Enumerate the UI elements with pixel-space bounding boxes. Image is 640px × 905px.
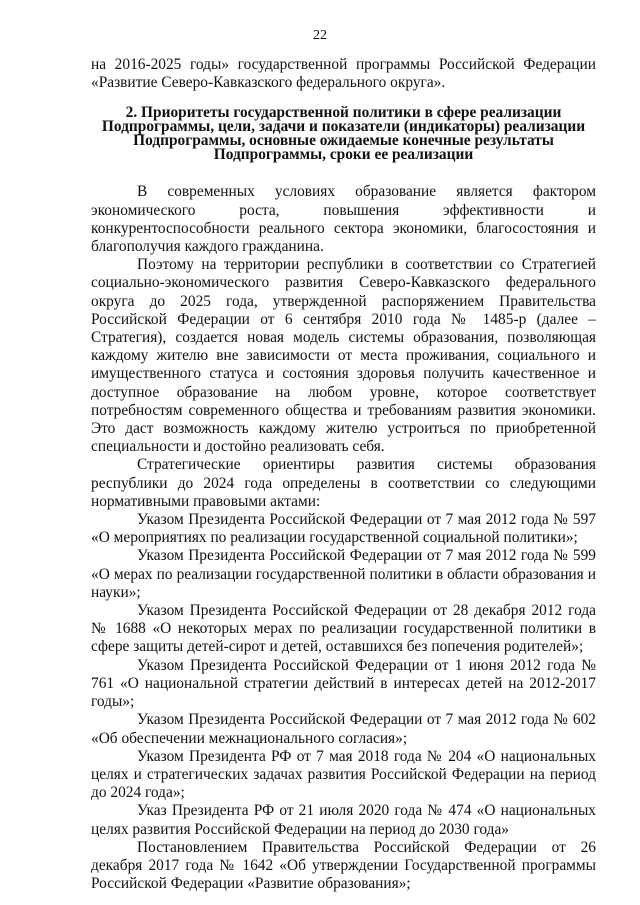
section-heading-line: Подпрограммы, сроки ее реализации [213,146,474,164]
page-number: 22 [313,28,327,43]
decree-item: Указом Президента Российской Федерации от 7 мая 2012 года № 602 «Об обеспечении межнационального согласия»; [91,711,596,747]
decree-item: Указом Президента Российской Федерации от 7 мая 2012 года № 597 «О мероприятиях по реализации государственной социальной политики»; [91,511,596,547]
body-paragraph: Стратегические ориентиры развития системы образования республики до 2024 года определены в соответствии со следующими нормативными правовыми актами: [91,456,596,510]
section-heading-line: Подпрограммы, цели, задачи и показатели (индикаторы) реализации [101,118,586,136]
page-body [91,56,596,893]
section-heading-line: Подпрограммы, основные ожидаемые конечные результаты [133,132,554,150]
intro-paragraph: на 2016-2025 годы» государственной программы Российской Федерации «Развитие Северо-Кавказского федерального округа». [91,56,596,92]
decree-item: Постановлением Правительства Российской Федерации от 26 декабря 2017 года № 1642 «Об утверждении Государственной программы Российской Федерации «Развитие образования»; [91,838,596,893]
section-heading-line: 2. Приоритеты государственной политики в сфере реализации [125,104,562,122]
body-paragraph: В современных условиях образование является фактором экономического роста, повышения эффективности и конкурентоспособности реального сектора экономики, благосостояния и благополучия каждого гражданина. [91,183,596,256]
decree-item: Указ Президента РФ от 21 июля 2020 года № 474 «О национальных целях развития Российской Федерации на период до 2030 года» [91,802,596,838]
decree-item: Указом Президента Российской Федерации от 7 мая 2012 года № 599 «О мерах по реализации государственной политики в области образования и науки»; [91,547,596,601]
decree-item: Указом Президента РФ от 7 мая 2018 года № 204 «О национальных целях и стратегических задачах развития Российской Федерации на период до 2024 года»; [91,747,596,802]
decree-item: Указом Президента Российской Федерации от 1 июня 2012 года № 761 «О национальной стратегии действий в интересах детей на 2012-2017 годы»; [91,656,596,711]
decree-item: Указом Президента Российской Федерации от 28 декабря 2012 года № 1688 «О некоторых мерах по реализации государственной политики в сфере защиты детей-сирот и детей, оставшихся без попечения родителей»; [91,602,596,656]
body-paragraph: Поэтому на территории республики в соответствии со Стратегией социально-экономического развития Северо-Кавказского федерального округа до 2025 года, утвержденной распоряжением Правительства Российской Федерации от 6 сентября 2010 года № 1485-р (далее – Стратегия), создается новая модель системы образования, позволяющая каждому жителю вне зависимости от места проживания, социального и имущественного статуса и состояния здоровья получить качественное и доступное образование на любом уровне, которое соответствует потребностям современного общества и требованиям развития экономики. Это даст возможность каждому жителю устроиться по приобретенной специальности и достойно реализовать себя. [91,256,596,456]
section-heading [91,106,596,162]
